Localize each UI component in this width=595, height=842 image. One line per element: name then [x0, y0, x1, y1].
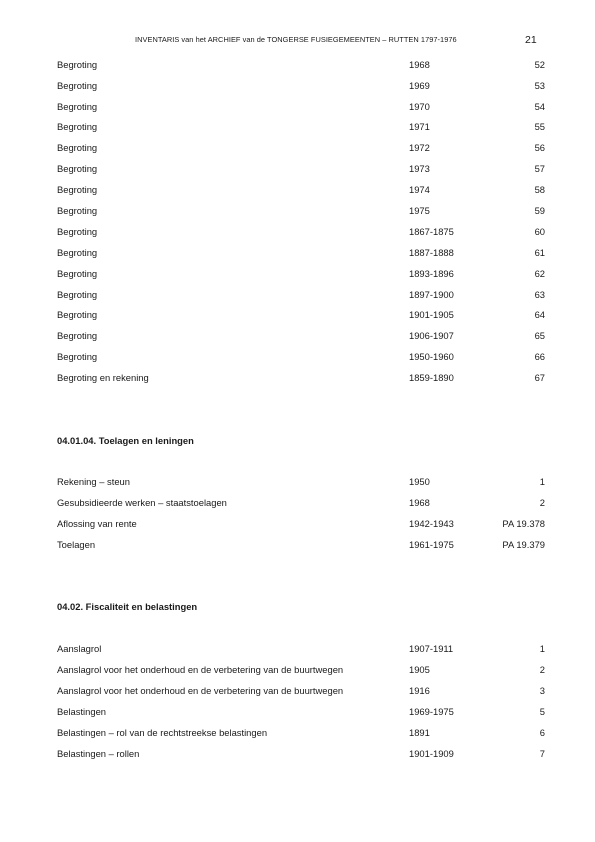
list-item: [0, 643, 595, 657]
item-number: 53: [534, 80, 545, 91]
item-number: 7: [539, 748, 545, 759]
item-description: Belastingen: [57, 706, 106, 717]
item-date: 1906-1907: [409, 330, 454, 341]
page-number: 21: [525, 34, 537, 46]
item-description: Begroting: [57, 226, 98, 237]
item-description: Begroting: [57, 268, 98, 279]
item-date: 1867-1875: [409, 226, 454, 237]
item-date: 1968: [409, 497, 430, 508]
list-item: [0, 497, 595, 511]
item-description: Begroting: [57, 101, 98, 112]
list-item: [0, 226, 595, 240]
list-item: [0, 351, 595, 365]
item-number: PA 19.378: [502, 518, 545, 529]
list-item: [0, 330, 595, 344]
list-item: [0, 184, 595, 198]
item-date: 1905: [409, 664, 430, 675]
item-number: 64: [534, 309, 545, 320]
item-description: Begroting: [57, 289, 98, 300]
item-number: 2: [539, 497, 545, 508]
item-description: Gesubsidieerde werken – staatstoelagen: [57, 497, 227, 508]
item-description: Begroting en rekening: [57, 372, 149, 383]
item-description: Aanslagrol voor het onderhoud en de verbetering van de buurtwegen: [57, 685, 344, 696]
item-description: Begroting: [57, 330, 98, 341]
item-description: Begroting: [57, 59, 98, 70]
section-heading: 04.01.04. Toelagen en leningen: [57, 435, 194, 446]
list-item: [0, 664, 595, 678]
item-date: 1950-1960: [409, 351, 454, 362]
list-item: [0, 706, 595, 720]
item-date: 1891: [409, 727, 430, 738]
item-number: 58: [534, 184, 545, 195]
item-description: Begroting: [57, 121, 98, 132]
item-date: 1968: [409, 59, 430, 70]
item-number: 1: [539, 643, 545, 654]
header-title: INVENTARIS van het ARCHIEF van de TONGERSE FUSIEGEMEENTEN – RUTTEN 1797-1976: [135, 35, 457, 44]
item-number: 3: [539, 685, 545, 696]
list-item: [0, 476, 595, 490]
item-number: 67: [534, 372, 545, 383]
item-number: 56: [534, 142, 545, 153]
item-date: 1942-1943: [409, 518, 454, 529]
list-item: [0, 309, 595, 323]
item-number: 54: [534, 101, 545, 112]
item-description: Begroting: [57, 309, 98, 320]
item-date: 1974: [409, 184, 430, 195]
item-number: 59: [534, 205, 545, 216]
item-description: Begroting: [57, 184, 98, 195]
item-description: Begroting: [57, 80, 98, 91]
list-item: [0, 80, 595, 94]
list-item: [0, 142, 595, 156]
item-date: 1897-1900: [409, 289, 454, 300]
section-heading: 04.02. Fiscaliteit en belastingen: [57, 601, 198, 612]
list-item: [0, 121, 595, 135]
page-header: [0, 35, 595, 49]
list-item: [0, 685, 595, 699]
item-number: 55: [534, 121, 545, 132]
list-item: [0, 101, 595, 115]
list-item: [0, 518, 595, 532]
item-description: Toelagen: [57, 539, 96, 550]
item-description: Rekening – steun: [57, 476, 130, 487]
item-date: 1907-1911: [409, 643, 454, 654]
item-date: 1975: [409, 205, 430, 216]
item-number: 1: [539, 476, 545, 487]
item-date: 1973: [409, 163, 430, 174]
list-item: [0, 268, 595, 282]
item-date: 1893-1896: [409, 268, 454, 279]
item-date: 1961-1975: [409, 539, 454, 550]
item-date: 1916: [409, 685, 430, 696]
list-item: [0, 205, 595, 219]
list-item: [0, 247, 595, 261]
item-number: 62: [534, 268, 545, 279]
item-number: 57: [534, 163, 545, 174]
item-number: 52: [534, 59, 545, 70]
item-number: 6: [539, 727, 545, 738]
item-date: 1887-1888: [409, 247, 454, 258]
item-description: Begroting: [57, 142, 98, 153]
item-description: Belastingen – rol van de rechtstreekse belastingen: [57, 727, 268, 738]
item-number: 66: [534, 351, 545, 362]
list-item: [0, 372, 595, 386]
item-date: 1969-1975: [409, 706, 454, 717]
item-description: Begroting: [57, 163, 98, 174]
item-description: Belastingen – rollen: [57, 748, 140, 759]
list-item: [0, 59, 595, 73]
list-item: [0, 289, 595, 303]
item-description: Begroting: [57, 205, 98, 216]
item-description: Aanslagrol: [57, 643, 102, 654]
item-number: 65: [534, 330, 545, 341]
list-item: [0, 539, 595, 553]
item-date: 1971: [409, 121, 430, 132]
item-number: 5: [539, 706, 545, 717]
item-date: 1859-1890: [409, 372, 454, 383]
item-description: Begroting: [57, 247, 98, 258]
item-description: Begroting: [57, 351, 98, 362]
list-item: [0, 727, 595, 741]
item-number: 60: [534, 226, 545, 237]
item-number: 63: [534, 289, 545, 300]
item-date: 1972: [409, 142, 430, 153]
item-number: 61: [534, 247, 545, 258]
item-description: Aanslagrol voor het onderhoud en de verbetering van de buurtwegen: [57, 664, 344, 675]
item-number: 2: [539, 664, 545, 675]
item-number: PA 19.379: [502, 539, 545, 550]
item-date: 1901-1909: [409, 748, 454, 759]
item-date: 1950: [409, 476, 430, 487]
item-date: 1970: [409, 101, 430, 112]
list-item: [0, 163, 595, 177]
item-date: 1901-1905: [409, 309, 454, 320]
item-date: 1969: [409, 80, 430, 91]
item-description: Aflossing van rente: [57, 518, 137, 529]
list-item: [0, 748, 595, 762]
